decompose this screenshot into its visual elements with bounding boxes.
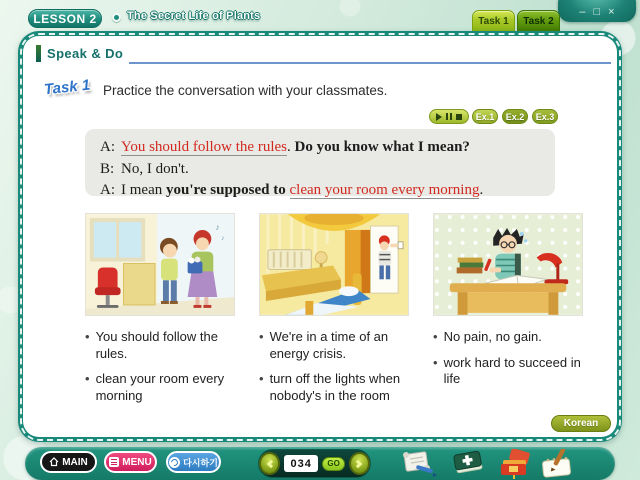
highlighted-phrase: You should follow the rules (121, 139, 287, 155)
section-accent-bar (36, 45, 41, 62)
lesson-title: The Secret Life of Plants (127, 10, 261, 22)
bullet-icon: • (85, 371, 90, 387)
bullet-icon: • (433, 354, 438, 370)
close-icon[interactable]: × (608, 6, 615, 18)
emphasized-phrase: Do you know what I mean? (294, 139, 470, 155)
stop-icon[interactable] (456, 114, 462, 120)
main-button-label: MAIN (62, 456, 88, 468)
task-instruction: Practice the conversation with your classmates. (103, 83, 388, 98)
bullet-column-3 (433, 329, 593, 397)
main-button[interactable] (40, 451, 97, 473)
play-icon[interactable] (436, 113, 442, 121)
tab-task-2[interactable]: Task 2 (517, 10, 560, 32)
textbook-icon[interactable] (497, 449, 533, 480)
bullet-text: No pain, no gain. (443, 329, 542, 344)
bullet-text: clean your room every morning (95, 371, 225, 403)
section-underline (129, 62, 611, 64)
bullet-column-2 (259, 329, 423, 414)
bullet-icon: • (85, 329, 90, 344)
retry-button-label: 다시하기 (183, 457, 218, 468)
bullet-icon: • (259, 371, 264, 387)
bullet-icon: • (433, 329, 438, 344)
dialogue-line-1 (100, 137, 555, 159)
list-item (433, 329, 593, 346)
chevron-right-icon (354, 459, 362, 467)
korean-toggle-button[interactable]: Korean (551, 415, 611, 432)
bullet-dot-icon (112, 13, 121, 22)
speaker-label: A: (100, 139, 115, 155)
audio-controls[interactable] (429, 109, 469, 124)
dialogue-box (85, 129, 555, 196)
speaker-label: A: (100, 182, 115, 198)
emphasized-phrase: you're supposed to (165, 182, 290, 198)
plain-text: I mean (121, 182, 166, 198)
bullet-text: You should follow the rules. (95, 329, 218, 361)
next-page-button[interactable] (349, 452, 370, 475)
svg-text:♪: ♪ (221, 234, 225, 242)
retry-button[interactable] (166, 451, 221, 473)
refresh-icon (169, 457, 180, 468)
list-item (85, 329, 243, 362)
plain-text: No, I don't. (121, 160, 189, 177)
bullet-text: turn off the lights when nobody's in the room (269, 371, 401, 403)
exercise-2-button[interactable]: Ex.2 (502, 109, 528, 124)
pause-icon[interactable] (446, 113, 452, 120)
illustration-boy-studying-hard (433, 213, 583, 316)
dialogue-line-3 (100, 180, 555, 202)
go-button[interactable]: GO (322, 457, 345, 471)
list-item (433, 355, 593, 388)
lesson-badge: LESSON 2 (28, 9, 102, 28)
bullet-column-1 (85, 329, 243, 414)
dictionary-icon[interactable] (449, 449, 487, 480)
separator-text: . (479, 182, 484, 198)
illustration-boy-turning-off-light (259, 213, 409, 316)
highlighted-phrase: clean your room every morning (289, 182, 480, 198)
menu-icon (109, 457, 119, 467)
chevron-left-icon (267, 459, 275, 467)
page-navigation (258, 449, 371, 478)
menu-button-label: MENU (122, 456, 152, 468)
minimize-icon[interactable]: – (579, 6, 586, 18)
list-item (259, 371, 423, 404)
previous-page-button[interactable] (259, 452, 280, 475)
exercise-3-button[interactable]: Ex.3 (532, 109, 558, 124)
list-item (259, 329, 423, 362)
list-item (85, 371, 243, 404)
exercise-1-button[interactable]: Ex.1 (472, 109, 498, 124)
bullet-icon: • (259, 329, 264, 344)
svg-text:♪: ♪ (215, 221, 220, 232)
home-icon (49, 457, 59, 467)
bullet-text: We're in a time of an energy crisis. (269, 329, 389, 361)
page-number-input[interactable]: 034 (284, 455, 318, 472)
task-1-logo: Task 1 (43, 76, 91, 99)
tab-task-1[interactable]: Task 1 (472, 10, 515, 32)
speaker-label: B: (100, 160, 115, 177)
window-controls (558, 0, 636, 22)
scroll-icon[interactable] (398, 449, 438, 480)
section-title: Speak & Do (47, 46, 124, 61)
dialogue-line-2 (100, 159, 555, 181)
notes-icon[interactable] (538, 449, 576, 480)
illustration-mother-scolding-boy (85, 213, 235, 316)
bullet-text: work hard to succeed in life (443, 354, 581, 387)
menu-button[interactable] (104, 451, 157, 473)
separator-text: . (286, 139, 295, 155)
maximize-icon[interactable]: □ (593, 6, 601, 18)
